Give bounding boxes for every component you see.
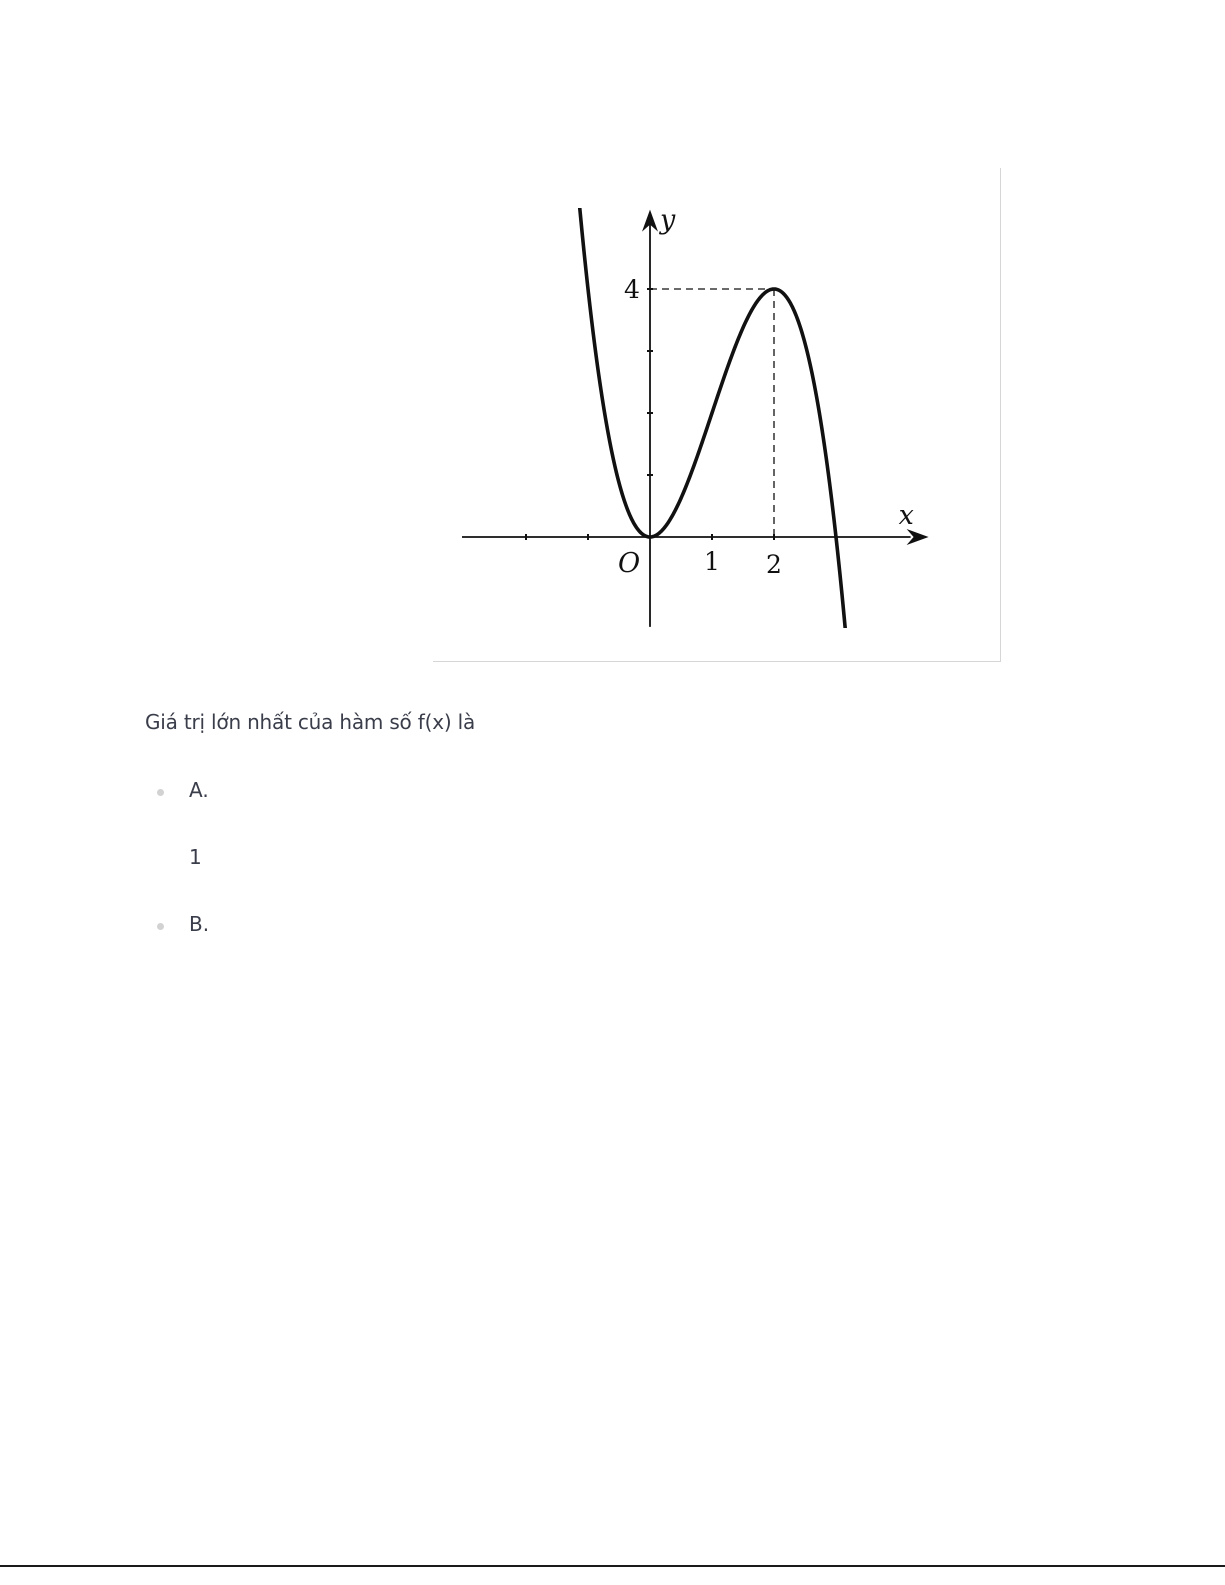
option-b-letter[interactable]: B. — [189, 912, 210, 936]
option-a-value[interactable]: 1 — [189, 845, 202, 869]
y-tick-label-4: 4 — [624, 275, 640, 304]
origin-label: O — [618, 548, 641, 579]
option-a-letter[interactable]: A. — [189, 778, 209, 802]
option-b-bullet-icon — [157, 923, 164, 930]
x-axis-label: x — [898, 500, 914, 531]
y-axis-label: y — [660, 204, 676, 236]
x-tick-label-1: 1 — [704, 547, 720, 576]
x-tick-label-2: 2 — [766, 550, 782, 579]
function-graph — [433, 168, 1001, 662]
question-text: Giá trị lớn nhất của hàm số f(x) là — [145, 710, 476, 734]
option-a-bullet-icon — [157, 789, 164, 796]
page-bottom-rule — [0, 1565, 1225, 1567]
figure-frame — [433, 168, 1001, 662]
